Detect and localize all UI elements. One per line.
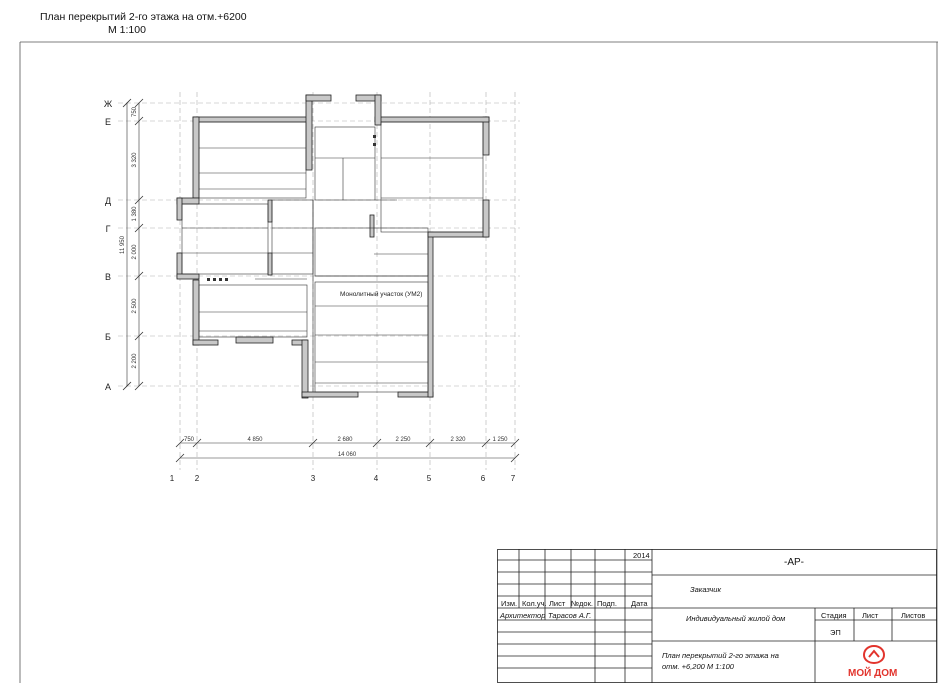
tb-header: Лист — [549, 599, 566, 608]
column-axis-label: 2 — [194, 474, 200, 483]
tb-header: Изм. — [501, 599, 518, 608]
dim-label: 2 250 — [395, 437, 411, 443]
row-axis-label: Б — [105, 332, 111, 342]
tb-project: Индивидуальный жилой дом — [686, 614, 786, 623]
drawing-scale: М 1:100 — [108, 24, 146, 36]
column-axis-lines — [180, 92, 515, 470]
wall — [302, 392, 358, 397]
slab-panels — [182, 122, 483, 392]
logo-icon — [860, 643, 888, 665]
partition — [370, 215, 374, 237]
row-axis-label: В — [104, 272, 112, 282]
wall — [306, 95, 331, 101]
vertical-dimension-chain — [120, 99, 143, 390]
dim-label: 4 850 — [247, 437, 263, 443]
tb-drawing-name-line2: отм. +6,200 М 1:100 — [662, 662, 734, 671]
horizontal-dimension-chain — [176, 437, 519, 462]
walls — [177, 95, 489, 398]
dim-total-label: 11 950 — [120, 236, 126, 254]
tb-sheets-label: Листов — [901, 611, 926, 620]
dim-label: 3 320 — [132, 152, 138, 168]
logo-text: МОЙ ДОМ — [848, 668, 898, 679]
wall — [306, 95, 312, 170]
wall — [193, 280, 199, 345]
tb-person: Тарасов А.Г. — [548, 611, 592, 620]
tb-stage-label: Стадия — [821, 611, 847, 620]
wall — [428, 232, 488, 237]
wall — [193, 340, 218, 345]
row-axis-label: Г — [105, 224, 111, 234]
dim-label: 2 500 — [132, 298, 138, 314]
tb-header: Дата — [631, 599, 648, 608]
wall — [483, 200, 489, 237]
wall — [177, 274, 199, 279]
row-axis-labels — [104, 99, 113, 392]
tb-sheet-label: Лист — [862, 611, 879, 620]
wall — [177, 198, 182, 220]
row-axis-label: Ж — [103, 99, 113, 109]
dim-label: 2 320 — [450, 437, 466, 443]
partition — [268, 253, 272, 275]
column-marks — [207, 135, 376, 281]
column-axis-label: 3 — [310, 474, 316, 483]
row-axis-label: Е — [104, 117, 112, 127]
row-axis-label: Д — [104, 196, 112, 206]
dim-label: 750 — [183, 437, 195, 443]
dim-label: 1 380 — [132, 206, 138, 222]
tb-role: Архитектор — [500, 611, 546, 620]
column-axis-label: 5 — [426, 474, 432, 483]
tb-drawing-name-line1: План перекрытий 2-го этажа на — [662, 651, 779, 660]
tb-header: Кол.уч. — [522, 599, 547, 608]
wall — [193, 117, 199, 198]
dim-label: 2 000 — [132, 244, 138, 260]
column-axis-label: 7 — [510, 474, 516, 483]
wall — [428, 232, 433, 397]
row-axis-label: А — [104, 382, 112, 392]
dim-total-label: 14 060 — [337, 452, 357, 458]
dim-label: 1 250 — [492, 437, 508, 443]
tb-header: №док. — [571, 599, 593, 608]
column-axis-labels — [170, 474, 516, 483]
tb-stage-value: ЭП — [830, 628, 841, 637]
monolith-label: Монолитный участок (УМ2) — [340, 291, 423, 298]
tb-year: 2014 — [633, 551, 650, 560]
wall — [375, 117, 489, 122]
wall — [375, 95, 381, 125]
dim-label: 2 680 — [337, 437, 353, 443]
partition — [268, 200, 272, 222]
column-axis-label: 1 — [169, 474, 175, 483]
column-axis-label: 4 — [373, 474, 379, 483]
tb-header: Подп. — [597, 599, 617, 608]
drawing-title-line1: План перекрытий 2-го этажа на отм.+6200 — [40, 11, 247, 23]
wall — [302, 340, 308, 398]
wall — [236, 337, 273, 343]
row-axis-lines — [118, 103, 520, 386]
tb-customer: Заказчик — [690, 585, 721, 594]
column-axis-label: 6 — [480, 474, 486, 483]
tb-code: -АР- — [784, 557, 804, 568]
wall — [193, 117, 311, 122]
dim-label: 2 200 — [132, 353, 138, 369]
wall — [483, 117, 489, 155]
dim-label: 750 — [132, 106, 138, 118]
